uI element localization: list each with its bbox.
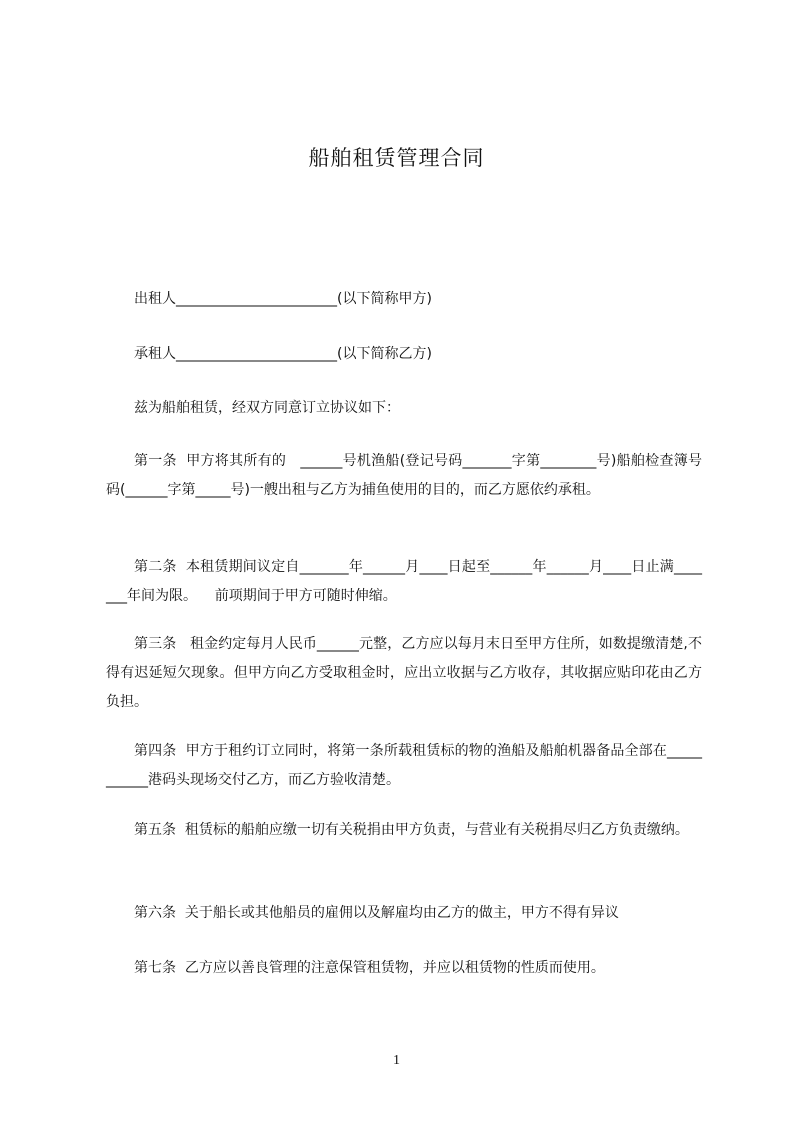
lessee-line: 承租人_______________________(以下简称乙方)	[134, 346, 432, 362]
article-3: 第三条 租金约定每月人民币______元整，乙方应以每月末日至甲方住所，如数提缴清楚,不得有迟延短欠现象。但甲方向乙方受取租金时，应出立收据与乙方收存，其收据应贴印花由乙方负担。	[106, 636, 702, 710]
article-7: 第七条 乙方应以善良管理的注意保管租赁物，并应以租赁物的性质而使用。	[134, 960, 605, 976]
article-1: 第一条 甲方将其所有的 ______号机渔船(登记号码_______字第________号)船舶检查簿号码(______字第_____号)一艘出租与乙方为捕鱼使用的目的，而乙方愿依约承租。	[106, 453, 702, 498]
intro-paragraph: 兹为船舶租赁，经双方同意订立协议如下：	[134, 400, 400, 416]
article-5: 第五条 租赁标的船舶应缴一切有关税捐由甲方负责，与营业有关税捐尽归乙方负责缴纳。	[134, 822, 689, 838]
article-6: 第六条 关于船长或其他船员的雇佣以及解雇均由乙方的做主，甲方不得有异议	[134, 905, 619, 921]
lessor-line: 出租人_______________________(以下简称甲方)	[134, 291, 432, 307]
article-2: 第二条 本租赁期间议定自_______年______月____日起至______年______月____日止满_______年间为限。 前项期间于甲方可随时伸缩。	[106, 559, 702, 604]
document-title: 船舶租赁管理合同	[308, 146, 485, 170]
page-number: 1	[393, 1053, 400, 1068]
article-4: 第四条 甲方于租约订立同时，将第一条所载租赁标的物的渔船及船舶机器备品全部在___________港码头现场交付乙方，而乙方验收清楚。	[106, 743, 702, 788]
